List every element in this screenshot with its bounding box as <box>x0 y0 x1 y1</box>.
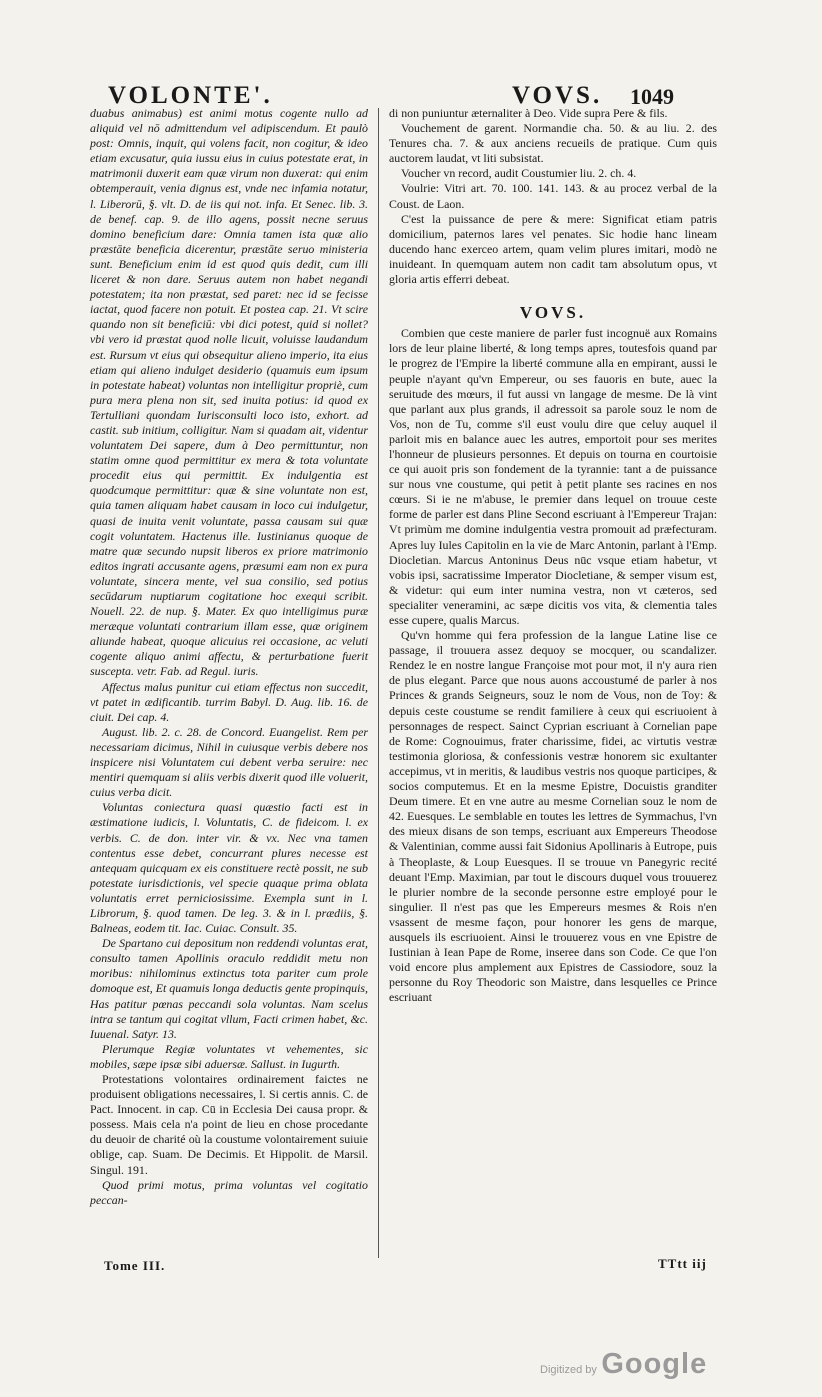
right-body-paragraph: Qu'vn homme qui fera profession de la langue Latine lise ce passage, il trouuera assez dequoy se mocquer, ou scandalizer. Rendez le en nostre langue Françoise mot pour mot, il n'y aura rien de plus elegant. Parce que nous auons accoustumé de parler à nos Princes & grands Seigneurs, souz le nom de Vous, non de Toy: & depuis ceste coustume se rendit familiere à ceux qui escriuoient à personnages de respect. Sainct Cyprian escriuant à Cornelian pape de Rome: Cognouimus, frater charissime, fidei, ac virtutis vestræ testimonia gloriosa, & confessionis vestræ honorem sic exultanter accepimus, vt in meritis, & laudibus vestris nos quoque participes, & socios computemus. Et en la mesme Epistre, Docuistis granditer Deum timere. Et en vne autre au mesme Cornelian souz le nom de 42. Euesques. Le semblable en toutes les lettres de Symmachus, l'vn des mieux disans de son temps, escriuant aux Empereurs Theodose & Valentinian, comme aussi fait Sidonius Apollinaris à Eutrope, puis à Theoplaste, & Loup Euesques. Il se trouue vn Panegyric recité deuant l'Emp. Maximian, par tout le discours duquel vous trouuerez le plurier nombre de la seconde personne estre employé pour le singulier. Il n'est pas que les Empereurs mesmes & Rois n'en vsassent de mesme façon, pour honorer les gens de marque, ausquels ils escriuoient. Ainsi le trouuerez vous en vne Epistre de Iustinian à Iean Pape de Rome, inseree dans son Code. Ce que l'on void encore plus amplement aux Epistres de Cassiodore, souz la personne du Roy Theodoric son Maistre, dans lesquelles ce Prince escriuant <box>389 628 717 1005</box>
right-body-paragraph: Combien que ceste maniere de parler fust incognuë aux Romains lors de leur plaine liberté, & long temps apres, toutesfois quand par le progrez de l'Empire la liberté commune alla en empirant, aussi le peuple n'ayant qu'vn Empereur, ou ses fauoris en bute, auec la seruitude des mœurs, il fut aussi vn langage de mesme. De là vint que parlant aux plus grands, il adressoit sa parole souz le nom de Vos, non de Tu, comme s'il eust voulu dire que celuy auquel il parloit mis en balance auec les autres, emportoit pour ses merites l'honneur de plusieurs personnes. Et depuis on tourna en courtoisie ce qui auoit pris son fondement de la tyrannie: tant a de puissance sur nous vne coustume, qui petit à petit plante ses racines en nos cœurs. Si ie ne m'abuse, le premier dans lequel on trouue ceste forme de parler est dans Pline Second escriuant à l'Empereur Trajan: Vt primùm me domine indulgentia vestra promouit ad præfecturam. Apres luy Iules Capitolin en la vie de Marc Antonin, parlant à l'Emp. Diocletian. Marcus Antoninus Deus nūc vsque etiam habetur, vt vobis ipsi, sacratissime Imperator Diocletiane, & semper visum est, & videtur: qui eum inter numina vestra, non vt cæteros, sed specialiter veneramini, ac sæpe dicitis vos vita, & clementia tales esse cupere, qualis Marcus. <box>389 326 717 627</box>
right-paragraph: C'est la puissance de pere & mere: Significat etiam patris domicilium, paternos lares vel penates. Sic hodie hanc lineam ducendo hanc exerceo artem, quam velim plures imitari, modò ne inuideant. In quemquam autem non cadit tam absolutum opus, vt gloria artis efferri debeat. <box>389 211 717 287</box>
left-paragraph: De Spartano cui depositum non reddendi voluntas erat, consulto tamen Apollinis oraculo reddidit metu non moribus: nihilominus extinctus tota pariter cum prole domoque est, Et quamuis longa deductis gente propinquis, Has patitur pœnas peccandi sola voluntas. Nam scelus intra se tantum qui cogitat vllum, Facti crimen habet, &c. Iuuenal. Satyr. 13. <box>90 936 368 1041</box>
digitized-watermark <box>540 1348 707 1381</box>
left-paragraph: August. lib. 2. c. 28. de Concord. Euangelist. Rem per necessariam dicimus, Nihil in cuiusque verbis debere nos inspicere nisi Voluntatem cui debent verba seruire: nec mentiri quemquam si aliis verbis dixerit quod ille voluerit, cuius verba dicit. <box>90 724 368 800</box>
running-head-right: VOVS. <box>512 82 603 109</box>
left-paragraph: Plerumque Regiæ voluntates vt vehementes, sic mobiles, sæpe ipsæ sibi aduersæ. Sallust. in Iugurth. <box>90 1041 368 1071</box>
right-paragraph: Vouchement de garent. Normandie cha. 50. & au liu. 2. des Tenures cha. 7. & aux anciens recueils de pratique. Cum quis auctorem laudat, vt liti subsistat. <box>389 121 717 166</box>
signature-mark: TTtt iij <box>658 1256 707 1271</box>
watermark-prefix: Digitized by <box>540 1364 597 1376</box>
google-logo: Google <box>601 1348 708 1380</box>
left-column <box>90 106 368 1208</box>
left-last-line: Quod primi motus, prima voluntas vel cogitatio peccan- <box>90 1177 368 1207</box>
left-roman-paragraph: Protestations volontaires ordinairement faictes ne produisent obligations necessaires, l. Si certis annis. C. de Pact. Innocent. in cap. Cū in Ecclesia Dei causa propr. & possess. Mais cela n'a point de lieu en chose procedante du deuoir de charité où la coustume volontairement suiuie oblige, cap. Suam. De Decimis. Et Hippolit. de Marsil. Singul. 191. <box>90 1072 368 1177</box>
page-number: 1049 <box>630 84 674 109</box>
right-paragraph: Voucher vn record, audit Coustumier liu. 2. ch. 4. <box>401 166 637 181</box>
left-paragraph: Affectus malus punitur cui etiam effectus non succedit, vt patet in ædificantib. turrim Babyl. D. Aug. lib. 16. de ciuit. Dei cap. 4. <box>90 679 368 724</box>
right-paragraph: di non puniuntur æternaliter à Deo. Vide supra Pere & fils. <box>389 106 668 120</box>
section-title-vovs: VOVS. <box>519 303 587 323</box>
right-paragraph: Voulrie: Vitri art. 70. 100. 141. 143. & au procez verbal de la Coust. de Laon. <box>389 181 717 211</box>
left-paragraph: duabus animabus) est animi motus cogente nullo ad aliquid vel nō admittendum vel adipiscendum. Et paulò post: Omnis, inquit, qui volens facit, non cogitur, & ideo etiam excusatur, quia iussu eius in cuius potestate erat, in matrimonii duxerit eam quæ virum non duxerat: qui enim obtemperauit, venia dignus est, vnde nec infamia notatur, l. Liberorū, §. vlt. D. de iis qui not. infa. Et Senec. lib. 3. de benef. cap. 9. de illo agens, possit necne seruus domino beneficium dare: Omnia tamen ista quæ alio præstāte beneficia dicerentur, præstāte seruo ministeria sunt. Beneficium enim id est quod quis dedit, cum illi liceret & non dare. Seruus autem non habet negandi potestatem; ita non præstat, sed paret: nec id se fecisse iactat, quod facere non potuit. Et postea cap. 21. Vt scire quando non sit beneficiū: vbi dici potest, quid si nollet? vbi vero id præstat quod nolle licuit, voluisse laudandum est. Rursum vt eius qui obsequitur alieno imperio, ita eius etiam qui alieno indulget desiderio (quamuis eum ipsum in potestate habeat) voluntas non intelligitur propriè, cum pura mera plena non sit, sed inuita potius: id quod ex Tertulliani quondam Iurisconsulti loco isto, exhort. ad castit. sub initium, colligitur. Nam si quadam ait, videntur voluntatem Dei sapere, dum à Deo permittuntur, non statim omne quod permittitur ex mera & tota voluntate procedit eius qui permittit. Ex indulgentia est quodcumque permittitur: quæ & sine voluntate non est, quia tamen aliquam habet causam in loco cui indulgetur, quasi de inuita venit voluntate, passa causam sui quæ cogit voluntatem. Hactenus ille. Iustinianus quoque de matre quæ secundo nupsit liberos ex priore matrimonio editos ingrati accusante agens, præsumi eam non ex pura voluntate, sincera mente, vel sua consilio, sed potius secūdarum nuptiarum cogitatione hoc exequi scribit. Nouell. 22. de nup. §. Mater. Ex quo intelligimus puræ meræque voluntati contrarium illam esse, quæ originem aliunde habeat, quoque alicuius rei occasione, ac veluti cogente aliquo animi affectu, & perturbatione fuerit suscepta. vetr. Fab. ad Regul. iuris. <box>90 106 368 679</box>
right-column <box>389 106 717 1005</box>
volume-label: Tome III. <box>104 1258 166 1273</box>
column-divider <box>378 108 379 1258</box>
running-head-left: VOLONTE'. <box>108 82 273 109</box>
left-paragraph: Voluntas coniectura quasi quæstio facti est in æstimatione iudicis, l. Voluntatis, C. de fideicom. l. ex verbis. C. de don. inter vir. & vx. Nec vna tamen contentus esse debet, concurrant plures necesse est antequam quicquam ex eis constituere rectè possit, ne sub potestate iurisdictionis, vel specie quaque prima oblata voluntatis erret perniciosissime. Exempla sunt in l. Librorum, §. quod tamen. De leg. 3. & in l. prædiis, §. Balneas, eodem tit. Iac. Cuiac. Consult. 35. <box>90 800 368 936</box>
